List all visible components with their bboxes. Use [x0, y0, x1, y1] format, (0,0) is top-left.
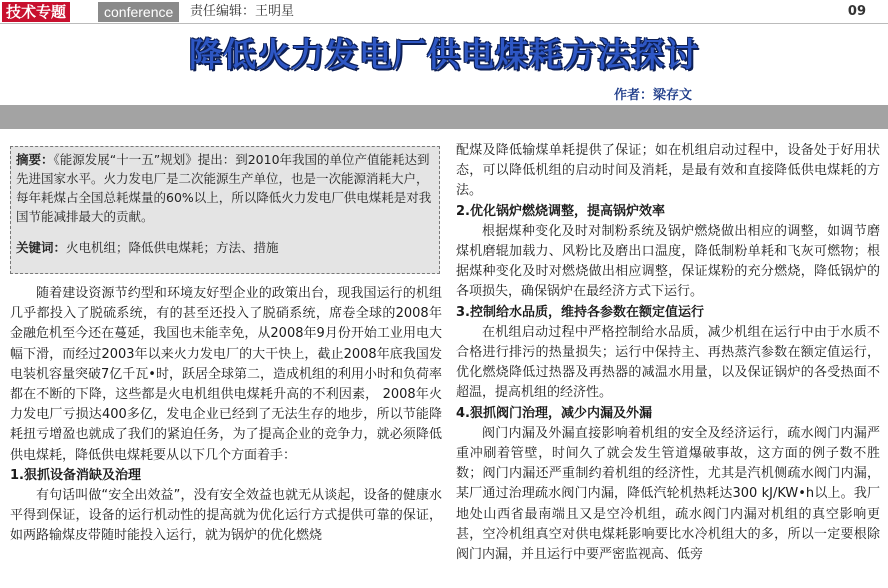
right-column	[456, 141, 880, 565]
keywords-text: 火电机组；降低供电煤耗；方法、措施	[66, 240, 279, 255]
article-title: 降低火力发电厂供电煤耗方法探讨	[189, 35, 699, 74]
section-4-paragraph: 阀门内漏及外漏直接影响着机组的安全及经济运行，疏水阀门内漏严重冲刷着管壁，时间久了就会发生管道爆破事故，这方面的例子数不胜数；阀门内漏还严重制约着机组的经济性，尤其是汽机侧疏水阀门内漏，某厂通过治理疏水阀门内漏，降低汽轮机热耗达300 kJ/KW•h以上。我厂地处山西省最南端且又是空冷机组，疏水阀门内漏对机组的真空影响更甚，空冷机组真空对供电煤耗影响要比水冷机组大的多，所以一定要根除阀门内漏，并且运行中要严密监视高、低旁	[456, 425, 880, 563]
section-label-en: conference	[98, 2, 179, 22]
section-4-heading: 4.狠抓阀门治理，减少内漏及外漏	[456, 405, 652, 421]
section-3-paragraph: 在机组启动过程中严格控制给水品质，减少机组在运行中由于水质不合格进行排污的热量损失；运行中保持主、再热蒸汽参数在额定值运行，优化燃烧降低过热器及再热器的减温水用量，以及保证锅炉的各受热面不超温，提高机组的经济性。	[456, 324, 880, 401]
section-2-heading: 2.优化锅炉燃烧调整，提高锅炉效率	[456, 203, 665, 219]
left-column	[10, 284, 442, 547]
section-1-heading: 1.狠抓设备消缺及治理	[10, 467, 141, 483]
keywords-label: 关键词：	[16, 240, 67, 255]
abstract-text: 《能源发展“十一五”规划》提出：到2010年我国的单位产值能耗达到先进国家水平。火力发电厂是二次能源生产单位，也是一次能源消耗大户，每年耗煤占全国总耗煤量的60%以上，所以降低火力发电厂供电煤耗是对我国节能减排最大的贡献。	[16, 152, 432, 224]
section-1-paragraph: 有句话叫做“安全出效益”，没有安全效益也就无从谈起，设备的健康水平得到保证，设备的运行机动性的提高就为优化运行方式提供可靠的保证，如两路输煤皮带随时能投入运行，就为锅炉的优化燃烧	[10, 488, 442, 544]
abstract-label: 摘要：	[16, 152, 54, 167]
decorative-band	[0, 105, 888, 129]
article-author: 作者：梁存文	[613, 88, 692, 103]
page-number: 09	[847, 4, 866, 19]
keywords	[16, 238, 434, 257]
section-3-heading: 3.控制给水品质，维持各参数在额定值运行	[456, 304, 704, 320]
continued-paragraph: 配煤及降低输煤单耗提供了保证；如在机组启动过程中，设备处于好用状态，可以降低机组的启动时间及消耗，是最有效和直接降低供电煤耗的方法。	[456, 143, 880, 199]
section-2-paragraph: 根据煤种变化及时对制粉系统及锅炉燃烧做出相应的调整，如调节磨煤机磨辊加载力、风粉比及磨出口温度，降低制粉单耗和飞灰可燃物；根据煤种变化及时对燃烧做出相应调整，保证煤粉的充分燃烧，降低锅炉的各项损失，确保锅炉在最经济方式下运行。	[456, 223, 880, 300]
section-label: 技术专题	[2, 2, 70, 22]
page-header	[0, 0, 888, 24]
intro-paragraph: 随着建设资源节约型和环境友好型企业的政策出台，现我国运行的机组几乎都投入了脱硫系统，有的甚至还投入了脱硝系统，席卷全球的2008年金融危机至今还在蔓延，我国也未能幸免，从2008年9月份开始工业用电大幅下滑，而经过2003年以来火力发电厂的大干快上，截止2008年底我国发电装机容量突破7亿千瓦•时，跃居全球第二，造成机组的利用小时和负荷率都在不断的下降，这些都是火电机组供电煤耗升高的不利因素， 2008年火力发电厂亏损达400多亿，发电企业已经到了无法生存的地步，所以节能降耗扭亏增盈也就成了我们的紧迫任务，为了提高企业的竞争力，就必须降低供电煤耗，降低供电煤耗要从以下几个方面着手：	[10, 286, 442, 463]
editor-credit: 责任编辑：王明星	[190, 4, 295, 19]
abstract-box	[10, 146, 440, 274]
header-divider	[0, 23, 888, 24]
abstract	[16, 150, 434, 226]
